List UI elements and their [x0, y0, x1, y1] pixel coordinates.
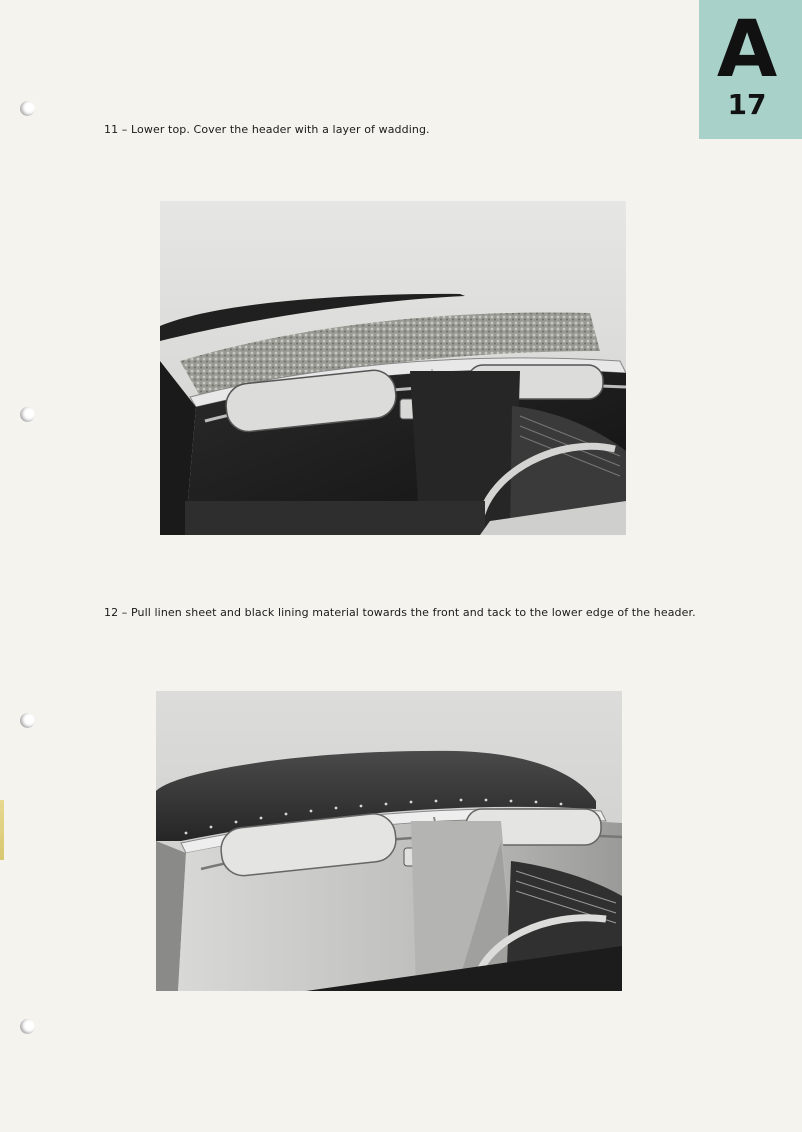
section-tab: [699, 0, 802, 139]
edge-mark: [0, 800, 4, 860]
step-11-caption: 11 – Lower top. Cover the header with a layer of wadding.: [104, 123, 430, 136]
binder-hole: [20, 101, 35, 116]
step-12-photo: [156, 691, 622, 991]
binder-hole: [20, 1019, 35, 1034]
page-number: 17: [727, 88, 767, 121]
step-11-photo: [160, 201, 626, 535]
step-12-caption: 12 – Pull linen sheet and black lining material towards the front and tack to the lower edge of the header.: [104, 606, 696, 619]
binder-hole: [20, 407, 35, 422]
binder-hole: [20, 713, 35, 728]
section-letter: A: [716, 5, 778, 95]
